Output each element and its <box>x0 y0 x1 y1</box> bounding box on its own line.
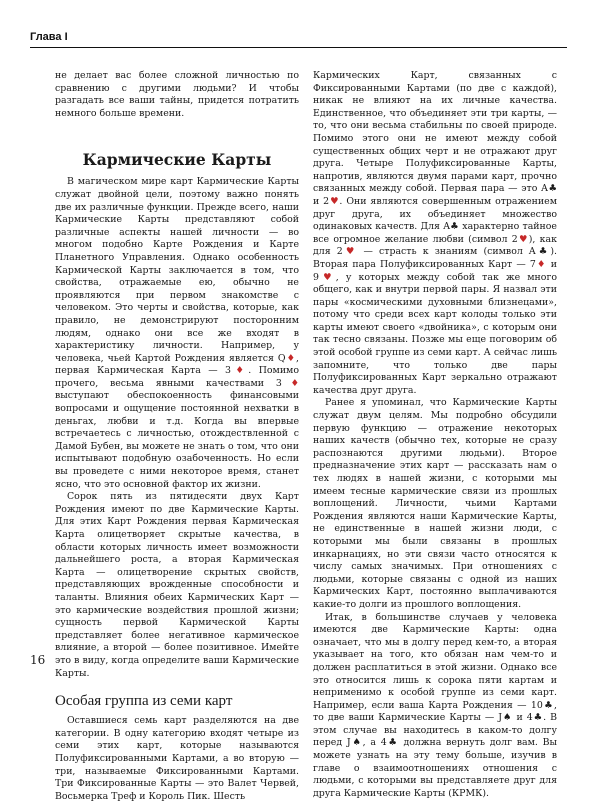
header-rule <box>30 47 567 48</box>
text-run: , первая Кармическая Карта — 3 <box>55 352 300 377</box>
club-suit-icon: ♣ <box>450 221 460 233</box>
intro-paragraph: не делает вас более сложной личностью по сравнению с другими людьми? И чтобы разгадать все ваши тайны, придется потратить немного больше времени. <box>55 70 299 119</box>
text-run: характерно тайное все огромное желание любви (символ 2 <box>313 221 557 245</box>
text-run: ), как для 2 <box>313 233 557 258</box>
paragraph-karmic-1 <box>55 176 299 491</box>
diamond-suit-icon: ♦ <box>535 258 547 270</box>
text-run: и 9 <box>313 258 558 283</box>
text-run: Кармических Карт, связанных с Фиксированными Картами (по две с каждой), никак не влияют на их личные качества. Единственное, что объединяет эти три карты, — то, что они весьма стабильны по своей природе. Помимо этого они не имеют между собой существенных общих черт и не отражают друг друга. Четыре Полуфиксированные Карты, напротив, являются двумя парами карт, прочно связанных между собой. Первая пара — это A <box>313 70 557 195</box>
text-run: Итак, в большинстве случаев у человека имеются две Кармические Карты: одна означает, что мы в долгу перед кем-то, а вторая указывает на того, кто обязан нам чем-то и должен расплатиться в этой жизни. Однако все это относится лишь к сорока пяти картам и неприменимо к особой группе из семи карт. Например, если ваша Карта Рождения — 10 <box>313 611 557 711</box>
heart-suit-icon: ♥ <box>318 271 336 283</box>
text-run: , то две ваши Кармические Карты — J <box>313 699 558 724</box>
text-run: . Они являются совершенным отражением друг друга, их объединяет множество одинаковых качеств. Для A <box>313 195 557 233</box>
club-suit-icon: ♣ <box>535 246 551 258</box>
paragraph-two-purposes: Ранее я упоминал, что Кармические Карты служат двум целям. Мы подробно обсудили первую функцию — отражение некоторых наших качеств (обычно тех, которые не сразу распознаются другими людьми). Второе предназначение этих карт — рассказать нам о тех людях в нашей жизни, с которыми мы имеем тесные кармические связи из прошлых воплощений. Личности, чьими Картами Рождения являются наши Кармические Карты, не единственные в нашей жизни люди, с которыми мы были связаны в прошлых инкарнациях, но эти связи часто относятся к числу самых значимых. При отношениях с людьми, которые связаны с одной из наших Кармических Карт, постоянно выплачиваются какие-то долги из прошлого воплощения. <box>313 397 557 610</box>
paragraph-seven-cards: Оставшиеся семь карт разделяются на две категории. В одну категорию входят четыре из семи этих карт, которые называются Полуфиксированными Картами, а во вторую — три, называемые Фиксированными Картами. Три Фиксированные Карты — это Валет Червей, Восьмерка Треф и Король Пик. Шесть <box>55 715 299 802</box>
diamond-suit-icon: ♦ <box>281 377 299 389</box>
left-column <box>55 70 299 803</box>
text-run: — страсть к знаниям (символ A <box>357 246 536 258</box>
paragraph-karmic-2: Сорок пять из пятидесяти двух Карт Рождения имеют по две Кармические Карты. Для этих Карт Рождения первая Кармическая Карта олицетворяет скрытые качества, в области которых личность имеет возможности дальнейшего роста, а вторая Кармическая Карта — олицетворение скрытых свойств, представляющих врожденные способности и таланты. Влияния обеих Кармических Карт — это кармические воздействия прошлой жизни; сущность первой Кармической Карты представляет более негативное кармическое влияние, а второй — более позитивное. Имейте это в виду, когда определите ваши Кармические Карты. <box>55 491 299 679</box>
text-run: ). Вторая пара Полуфиксированных Карт — 7 <box>313 246 558 270</box>
diamond-suit-icon: ♦ <box>231 365 249 377</box>
club-suit-icon: ♣ <box>542 699 555 711</box>
spade-suit-icon: ♠ <box>350 737 363 749</box>
text-run: и 2 <box>313 195 330 207</box>
club-suit-icon: ♣ <box>547 183 558 195</box>
text-run: , а 4 <box>362 737 387 749</box>
chapter-header: Глава I <box>30 31 68 43</box>
text-run: . В этом случае вы находитесь в каком-то долгу перед J <box>313 712 558 749</box>
heading-seven-cards: Особая группа из семи карт <box>55 693 233 710</box>
heart-suit-icon: ♥ <box>329 195 340 207</box>
heading-karmic-cards: Кармические Карты <box>82 150 272 170</box>
diamond-suit-icon: ♦ <box>285 352 297 364</box>
heart-suit-icon: ♥ <box>517 233 529 245</box>
text-run: В магическом мире карт Кармические Карты служат двойной цели, поэтому важно понять две их различные функции. Прежде всего, наши Кармические Карты представляют собой различные аспекты нашей личности — во многом подобно Карте Рождения и Карте Планетного Управления. Однако особенность Кармической Карты заключается в том, что свойства, отражаемые ею, обычно не проявляются при первом знакомстве с человеком. Это черты и свойства, которые, как правило, не демонстрируют посторонним людям, однако они все же входят в характеристику личности. Например, у человека, чьей Картой Рождения является Q <box>55 176 299 364</box>
club-suit-icon: ♣ <box>532 712 544 724</box>
text-run: должна вернуть долг вам. Вы можете узнать на эту тему больше, изучив в главе о взаимоотношениях отношения с людьми, с которыми вы представляете друг для друга Кармические Карты (КРМК). <box>313 737 558 799</box>
paragraph-debts <box>313 612 557 801</box>
text-run: . Помимо прочего, весьма явными качествами 3 <box>55 365 299 389</box>
text-run: выступают обеспокоенность финансовыми вопросами и ощущение постоянной нехватки в деньгах, любви и т.д. Когда вы впервые встречаетесь с личностью, отождествленной с Дамой Бубен, вы можете не знать о том, что они испытывают подобную озабоченность. Но если вы проведете с ними некоторое время, станет ясно, что это основной фактор их жизни. <box>55 390 299 490</box>
text-run: и 4 <box>512 712 533 724</box>
page-number: 16 <box>30 653 46 667</box>
text-run: , у которых между собой так же много общего, как и внутри первой пары. Я назвал эти пары «космическими духовными близнецами», потому что среди всех карт колоды только эти карты имеют своего «двойника», с которым они так тесно связаны. Позже мы еще поговорим об этой особой группе из семи карт. А сейчас лишь запомните, что только две пары Полуфиксированных Карт зеркально отражают качества друг друга. <box>313 271 557 396</box>
heart-suit-icon: ♥ <box>342 246 358 258</box>
paragraph-fixed-cards <box>313 70 557 397</box>
club-suit-icon: ♣ <box>386 737 399 749</box>
spade-suit-icon: ♠ <box>501 712 513 724</box>
